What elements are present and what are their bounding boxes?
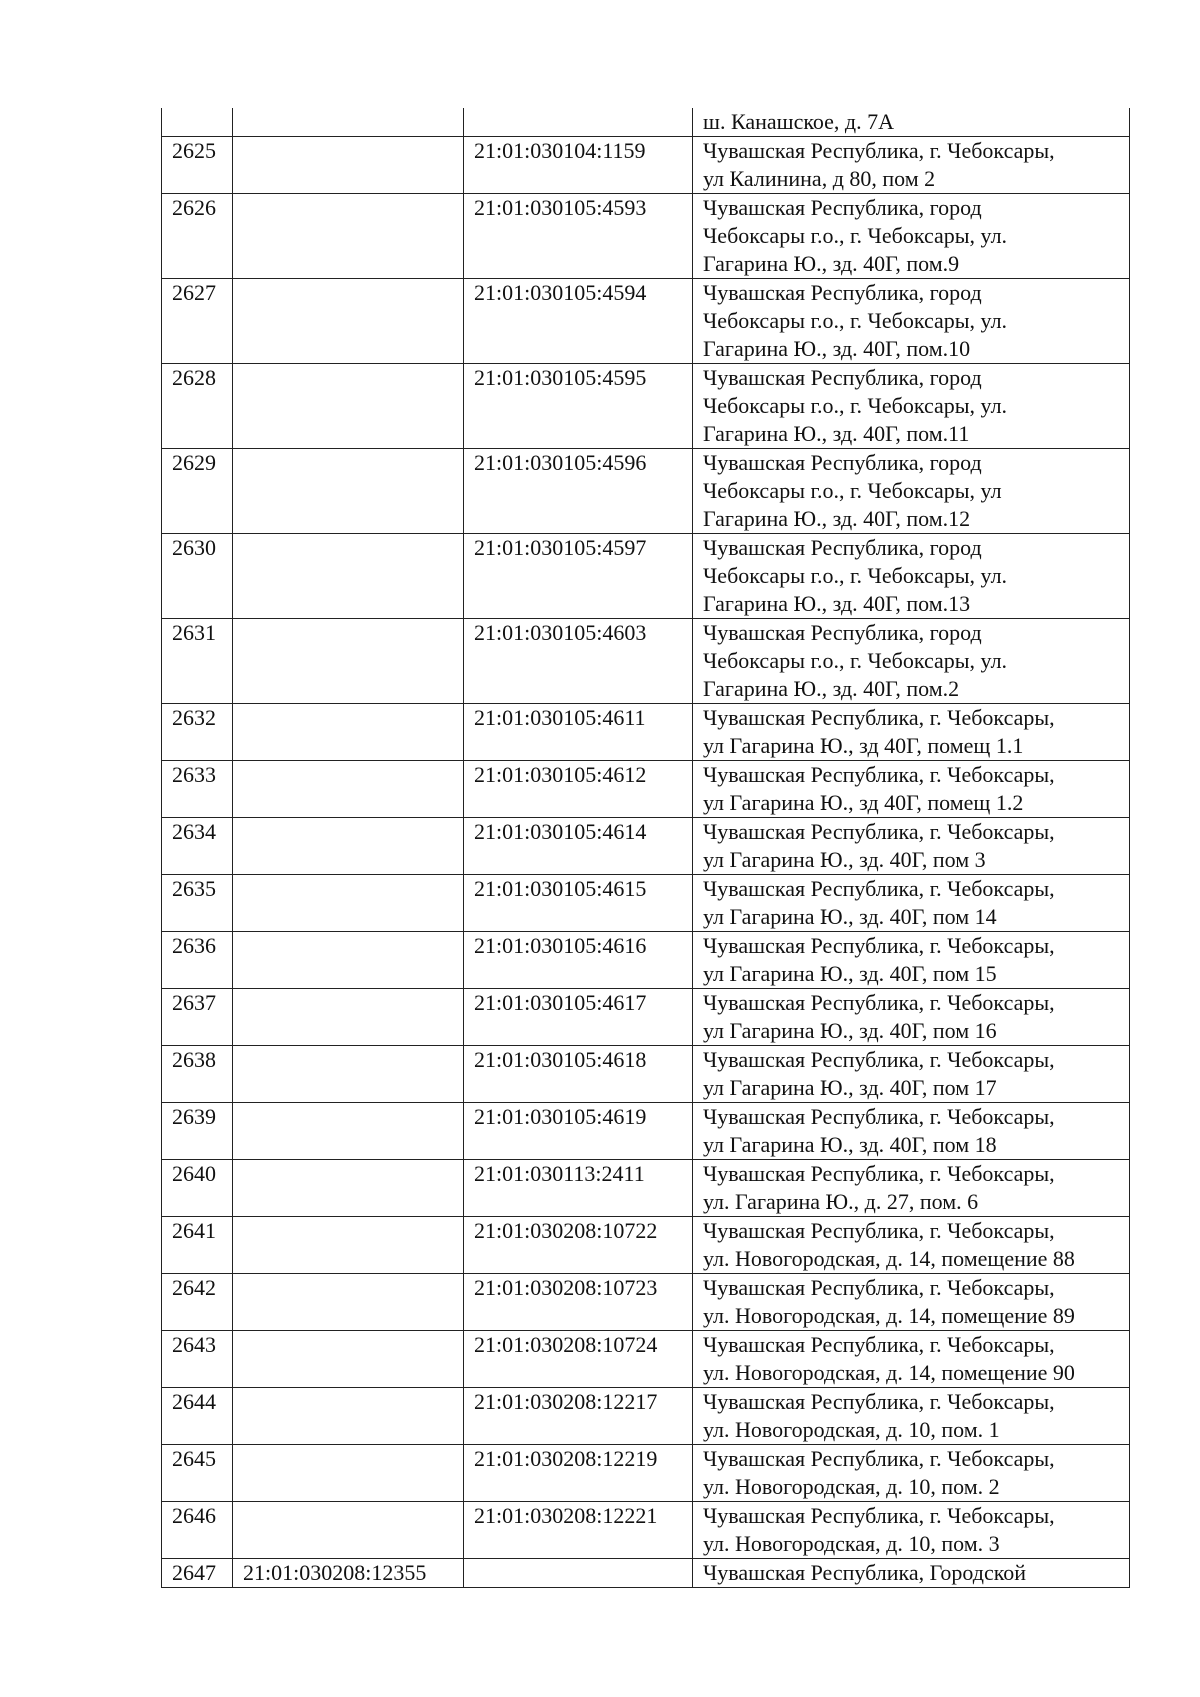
address-cell: Чувашская Республика, г. Чебоксары, ул. Гагарина Ю., д. 27, пом. 6 <box>693 1160 1130 1217</box>
cadastral-number-cell <box>233 875 464 932</box>
row-number-cell: 2634 <box>162 818 233 875</box>
table-row <box>162 704 1130 761</box>
address-cell: Чувашская Республика, г. Чебоксары, ул Гагарина Ю., зд. 40Г, пом 14 <box>693 875 1130 932</box>
address-cell: Чувашская Республика, г. Чебоксары, ул Гагарина Ю., зд. 40Г, пом 16 <box>693 989 1130 1046</box>
premises-cadastral-number-cell: 21:01:030105:4617 <box>464 989 693 1046</box>
address-cell: Чувашская Республика, г. Чебоксары, ул Гагарина Ю., зд 40Г, помещ 1.2 <box>693 761 1130 818</box>
address-cell: Чувашская Республика, г. Чебоксары, ул. Новогородская, д. 14, помещение 88 <box>693 1217 1130 1274</box>
row-number-cell: 2644 <box>162 1388 233 1445</box>
premises-cadastral-number-cell: 21:01:030208:10722 <box>464 1217 693 1274</box>
table-row <box>162 137 1130 194</box>
row-number-cell: 2631 <box>162 619 233 704</box>
address-cell: Чувашская Республика, г. Чебоксары, ул Гагарина Ю., зд. 40Г, пом 17 <box>693 1046 1130 1103</box>
row-number-cell: 2626 <box>162 194 233 279</box>
row-number-cell: 2641 <box>162 1217 233 1274</box>
table-row <box>162 1160 1130 1217</box>
row-number-cell: 2625 <box>162 137 233 194</box>
table-row-continuation <box>162 108 1130 137</box>
address-cell: Чувашская Республика, город Чебоксары г.о., г. Чебоксары, ул. Гагарина Ю., зд. 40Г, пом.10 <box>693 279 1130 364</box>
cadastral-number-cell <box>233 619 464 704</box>
premises-cadastral-number-cell: 21:01:030105:4594 <box>464 279 693 364</box>
table-row <box>162 1331 1130 1388</box>
address-cell: Чувашская Республика, г. Чебоксары, ул. Новогородская, д. 10, пом. 3 <box>693 1502 1130 1559</box>
premises-cadastral-number-cell: 21:01:030105:4593 <box>464 194 693 279</box>
address-cell: Чувашская Республика, г. Чебоксары, ул Калинина, д 80, пом 2 <box>693 137 1130 194</box>
cadastral-number-cell <box>233 1445 464 1502</box>
table-row <box>162 875 1130 932</box>
cadastral-number-cell <box>233 364 464 449</box>
address-cell: ш. Канашское, д. 7А <box>693 108 1130 137</box>
premises-cadastral-number-cell: 21:01:030208:10724 <box>464 1331 693 1388</box>
premises-cadastral-number-cell: 21:01:030208:12219 <box>464 1445 693 1502</box>
table-row <box>162 1274 1130 1331</box>
address-cell: Чувашская Республика, г. Чебоксары, ул Гагарина Ю., зд. 40Г, пом 15 <box>693 932 1130 989</box>
cadastral-number-cell <box>233 761 464 818</box>
row-number-cell: 2632 <box>162 704 233 761</box>
row-number-cell: 2638 <box>162 1046 233 1103</box>
row-number-cell: 2630 <box>162 534 233 619</box>
cadastral-number-cell <box>233 1160 464 1217</box>
cadastral-number-cell <box>233 108 464 137</box>
register-table-body <box>162 108 1130 1588</box>
register-table <box>161 108 1130 1588</box>
cadastral-number-cell <box>233 989 464 1046</box>
cadastral-number-cell: 21:01:030208:12355 <box>233 1559 464 1588</box>
premises-cadastral-number-cell <box>464 108 693 137</box>
table-row <box>162 1217 1130 1274</box>
row-number-cell: 2628 <box>162 364 233 449</box>
cadastral-number-cell <box>233 534 464 619</box>
address-cell: Чувашская Республика, город Чебоксары г.о., г. Чебоксары, ул. Гагарина Ю., зд. 40Г, пом.2 <box>693 619 1130 704</box>
premises-cadastral-number-cell: 21:01:030105:4612 <box>464 761 693 818</box>
cadastral-number-cell <box>233 279 464 364</box>
table-row <box>162 1559 1130 1588</box>
premises-cadastral-number-cell: 21:01:030105:4615 <box>464 875 693 932</box>
cadastral-number-cell <box>233 1502 464 1559</box>
cadastral-number-cell <box>233 449 464 534</box>
row-number-cell: 2639 <box>162 1103 233 1160</box>
premises-cadastral-number-cell: 21:01:030208:12221 <box>464 1502 693 1559</box>
premises-cadastral-number-cell: 21:01:030105:4616 <box>464 932 693 989</box>
premises-cadastral-number-cell: 21:01:030105:4614 <box>464 818 693 875</box>
premises-cadastral-number-cell: 21:01:030105:4619 <box>464 1103 693 1160</box>
address-cell: Чувашская Республика, город Чебоксары г.о., г. Чебоксары, ул. Гагарина Ю., зд. 40Г, пом.13 <box>693 534 1130 619</box>
address-cell: Чувашская Республика, г. Чебоксары, ул Гагарина Ю., зд. 40Г, пом 18 <box>693 1103 1130 1160</box>
table-row <box>162 1502 1130 1559</box>
row-number-cell: 2640 <box>162 1160 233 1217</box>
cadastral-number-cell <box>233 1274 464 1331</box>
table-row <box>162 1388 1130 1445</box>
premises-cadastral-number-cell <box>464 1559 693 1588</box>
row-number-cell: 2635 <box>162 875 233 932</box>
row-number-cell: 2647 <box>162 1559 233 1588</box>
table-row <box>162 534 1130 619</box>
premises-cadastral-number-cell: 21:01:030105:4595 <box>464 364 693 449</box>
row-number-cell: 2642 <box>162 1274 233 1331</box>
cadastral-number-cell <box>233 1103 464 1160</box>
row-number-cell: 2646 <box>162 1502 233 1559</box>
cadastral-number-cell <box>233 1217 464 1274</box>
premises-cadastral-number-cell: 21:01:030105:4611 <box>464 704 693 761</box>
premises-cadastral-number-cell: 21:01:030105:4597 <box>464 534 693 619</box>
premises-cadastral-number-cell: 21:01:030105:4618 <box>464 1046 693 1103</box>
address-cell: Чувашская Республика, город Чебоксары г.о., г. Чебоксары, ул. Гагарина Ю., зд. 40Г, пом.11 <box>693 364 1130 449</box>
row-number-cell <box>162 108 233 137</box>
table-row <box>162 1046 1130 1103</box>
address-cell: Чувашская Республика, г. Чебоксары, ул. Новогородская, д. 10, пом. 1 <box>693 1388 1130 1445</box>
premises-cadastral-number-cell: 21:01:030113:2411 <box>464 1160 693 1217</box>
address-cell: Чувашская Республика, г. Чебоксары, ул. Новогородская, д. 14, помещение 90 <box>693 1331 1130 1388</box>
premises-cadastral-number-cell: 21:01:030208:10723 <box>464 1274 693 1331</box>
table-row <box>162 279 1130 364</box>
row-number-cell: 2645 <box>162 1445 233 1502</box>
row-number-cell: 2637 <box>162 989 233 1046</box>
table-row <box>162 619 1130 704</box>
premises-cadastral-number-cell: 21:01:030104:1159 <box>464 137 693 194</box>
cadastral-number-cell <box>233 932 464 989</box>
table-row <box>162 761 1130 818</box>
address-cell: Чувашская Республика, город Чебоксары г.о., г. Чебоксары, ул. Гагарина Ю., зд. 40Г, пом.9 <box>693 194 1130 279</box>
cadastral-number-cell <box>233 1388 464 1445</box>
row-number-cell: 2629 <box>162 449 233 534</box>
address-cell: Чувашская Республика, г. Чебоксары, ул. Новогородская, д. 10, пом. 2 <box>693 1445 1130 1502</box>
table-row <box>162 364 1130 449</box>
table-row <box>162 932 1130 989</box>
row-number-cell: 2643 <box>162 1331 233 1388</box>
premises-cadastral-number-cell: 21:01:030105:4596 <box>464 449 693 534</box>
address-cell: Чувашская Республика, город Чебоксары г.о., г. Чебоксары, ул Гагарина Ю., зд. 40Г, пом.12 <box>693 449 1130 534</box>
table-row <box>162 1103 1130 1160</box>
cadastral-number-cell <box>233 1046 464 1103</box>
cadastral-number-cell <box>233 194 464 279</box>
table-row <box>162 818 1130 875</box>
row-number-cell: 2633 <box>162 761 233 818</box>
table-row <box>162 449 1130 534</box>
address-cell: Чувашская Республика, Городской <box>693 1559 1130 1588</box>
address-cell: Чувашская Республика, г. Чебоксары, ул Гагарина Ю., зд 40Г, помещ 1.1 <box>693 704 1130 761</box>
address-cell: Чувашская Республика, г. Чебоксары, ул. Новогородская, д. 14, помещение 89 <box>693 1274 1130 1331</box>
address-cell: Чувашская Республика, г. Чебоксары, ул Гагарина Ю., зд. 40Г, пом 3 <box>693 818 1130 875</box>
cadastral-number-cell <box>233 1331 464 1388</box>
row-number-cell: 2627 <box>162 279 233 364</box>
row-number-cell: 2636 <box>162 932 233 989</box>
table-row <box>162 194 1130 279</box>
table-row <box>162 1445 1130 1502</box>
cadastral-number-cell <box>233 137 464 194</box>
cadastral-number-cell <box>233 818 464 875</box>
cadastral-number-cell <box>233 704 464 761</box>
premises-cadastral-number-cell: 21:01:030105:4603 <box>464 619 693 704</box>
table-row <box>162 989 1130 1046</box>
premises-cadastral-number-cell: 21:01:030208:12217 <box>464 1388 693 1445</box>
